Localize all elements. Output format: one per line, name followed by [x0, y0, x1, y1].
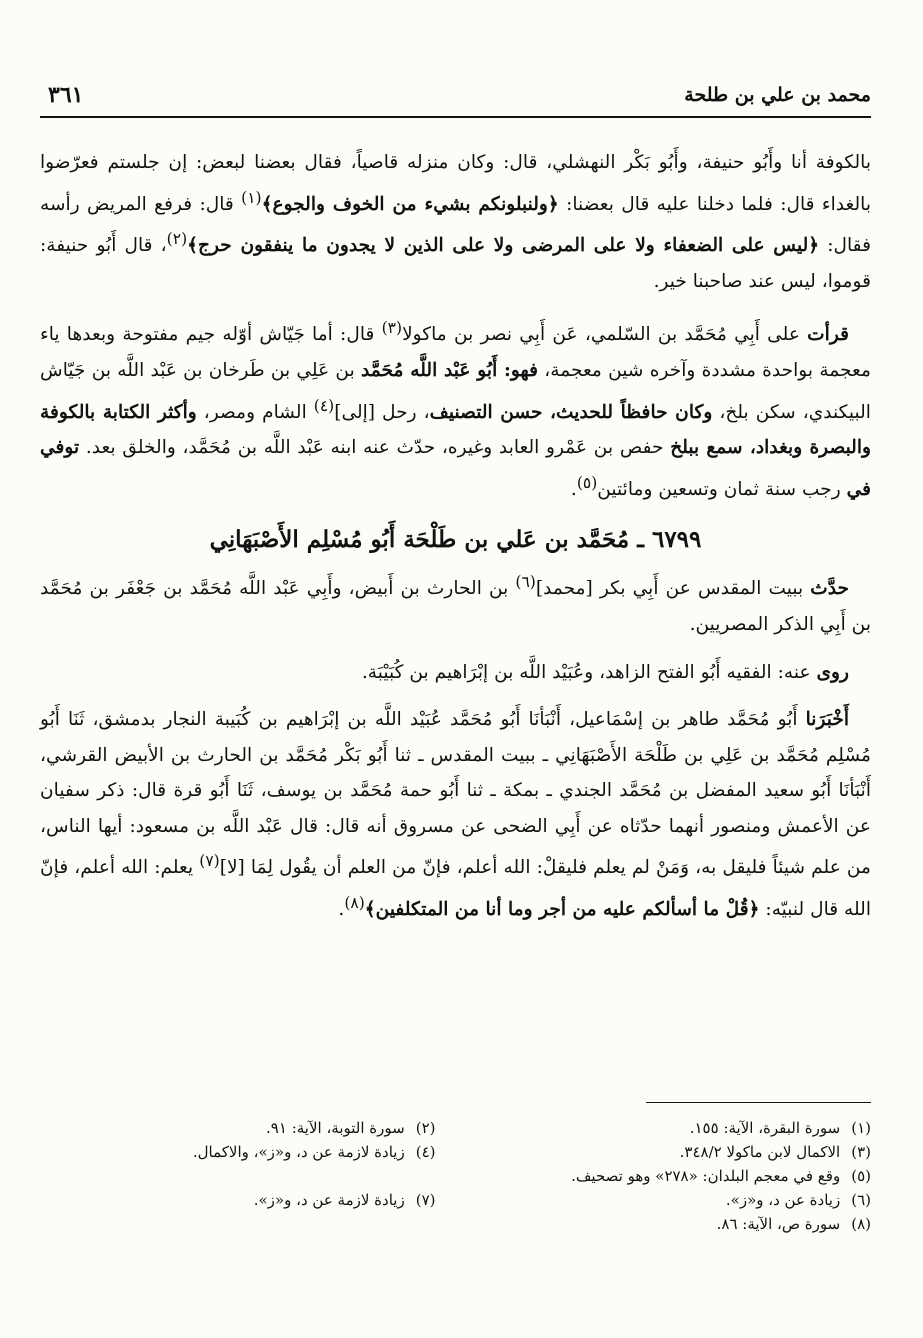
paragraph-story: [40, 145, 871, 299]
footnote-item: [476, 1191, 872, 1209]
quran-quote: ﴿ليس على الضعفاء ولا على المرضى ولا على الذين لا يجدون ما ينفقون حرج﴾: [187, 235, 820, 257]
footnote-item: [40, 1191, 436, 1209]
lead-word: قرأت: [807, 324, 849, 346]
text-run: ، رحل [إلى]: [334, 401, 430, 423]
paragraph-haddatha: [40, 565, 871, 642]
paragraph-isnad: [40, 702, 871, 927]
footnote-item: [40, 1167, 871, 1185]
footnote-number: (٨): [851, 1215, 871, 1233]
footnote-ref[interactable]: (٣): [381, 319, 403, 338]
footnote-number: (٢): [415, 1119, 436, 1137]
bold-run: وأكثر الكتابة بالكوفة والبصرة وبغداد، سمع ببلخ: [40, 401, 871, 459]
footnote-ref[interactable]: (١): [241, 188, 262, 207]
text-run: قال: فرفع المريض رأسه فقال:: [40, 193, 871, 257]
footnote-list: [40, 1119, 871, 1233]
footnote-text: سورة التوبة، الآية: ٩١.: [266, 1119, 405, 1137]
footnotes: [40, 1102, 871, 1233]
footnote-text: زيادة لازمة عن د، و«ز».: [253, 1191, 405, 1209]
footnote-ref[interactable]: (٤): [313, 396, 335, 415]
quran-quote: ﴿قُلْ ما أسألكم عليه من أجر وما أنا من المتكلفين﴾: [364, 899, 760, 920]
footnote-number: (٤): [415, 1143, 436, 1161]
text-run: .: [570, 478, 577, 500]
text-run: بن الحارث بن أَبيض، وأَبِي عَبْد اللَّه مُحَمَّد بن جَعْفَر بن مُحَمَّد بن أَبِي الذكر المصريين.: [40, 578, 871, 636]
footnote-number: (٥): [851, 1167, 871, 1185]
lead-word: حدَّث: [810, 578, 849, 600]
footnote-text: وقع في معجم البلدان: «٢٧٨» وهو تصحيف.: [571, 1167, 841, 1185]
text-run: بن عَلِي بن طَرخان بن عَبْد اللَّه بن جَيّاش البيكندي، سكن بلخ،: [40, 360, 871, 423]
bold-run: توفي في: [40, 437, 871, 500]
footnote-number: (٦): [851, 1191, 871, 1209]
text-run: أَبُو مُحَمَّد طاهر بن إسْمَاعيل، أَنْبَأنَا أَبُو مُحَمَّد عُبَيْد اللَّه بن إبْرَاهيم بن كُبَيبة النجار بدمشق، ثَنَا أَبُو مُسْلِم مُحَمَّد بن عَلِي بن طَلْحَة الأَصْبَهَانِي ـ ببيت المقدس ـ ثنا أَبُو بَكْر مُحَمَّد بن الحارث بن الأبيض القرشي، أَنْبَأنَا أَبُو سعيد المفضل بن مُحَمَّد الجندي ـ بمكة ـ ثنا أَبُو حمة مُحَمَّد بن يوسف، ثَنَا أَبُو قرة قال: ذكر سفيان عن الأعمش ومنصور أنهما حدّثاه عن أَبِي الضحى عن مسروق أنه قال: قال عَبْد اللَّه بن مسعود: أيها الناس، من علم شيئاً فليقل به، وَمَنْ لم يعلم فليقلْ: الله أعلم، فإنّ من العلم أن يقُول لِمَا [لا]: [40, 709, 871, 879]
footnote-text: زيادة لازمة عن د، و«ز»، والاكمال.: [192, 1143, 405, 1161]
text-run: على أَبِي مُحَمَّد بن السّلمي، عَن أَبِي نصر بن ماكولا: [402, 324, 808, 346]
footnote-item: [476, 1143, 872, 1161]
footnote-divider: [646, 1102, 871, 1103]
page-number: ٣٦١: [48, 82, 84, 108]
bold-run: فهو: أَبُو عَبْد اللَّه مُحَمَّد: [361, 360, 538, 382]
paragraph-ibn-makula: [40, 311, 871, 507]
text-run: رجب سنة ثمان وتسعين ومائتين: [597, 478, 847, 500]
footnote-text: سورة البقرة، الآية: ١٥٥.: [689, 1119, 841, 1137]
text-run: الشام ومصر،: [196, 401, 314, 423]
footnote-ref[interactable]: (٨): [344, 893, 365, 912]
footnote-number: (٧): [415, 1191, 436, 1209]
footnote-text: زيادة عن د، و«ز».: [725, 1191, 841, 1209]
footnote-number: (٣): [851, 1143, 871, 1161]
text-run: يعلم: الله أعلم، فإنّ الله قال لنبيّه:: [40, 857, 871, 920]
lead-word: أَخْبَرَنا: [805, 709, 849, 731]
footnote-item: [40, 1215, 871, 1233]
main-text: [40, 145, 871, 940]
footnote-ref[interactable]: (٧): [199, 852, 220, 871]
running-title: محمد بن علي بن طلحة: [684, 84, 871, 106]
text-run: عنه: الفقيه أَبُو الفتح الزاهد، وعُبَيْد اللَّه بن إبْرَاهيم بن كُبَيْبَة.: [361, 661, 817, 683]
lead-word: روى: [816, 661, 849, 683]
text-run: ، قال أَبُو حنيفة: قوموا، ليس عند صاحبنا خير.: [40, 235, 871, 292]
paragraph-rawa: [40, 655, 871, 691]
bold-run: وكان حافظاً للحديث، حسن التصنيف: [429, 401, 713, 423]
footnote-item: [476, 1119, 872, 1137]
footnote-number: (١): [851, 1119, 871, 1137]
footnote-text: الاكمال لابن ماكولا ٣٤٨/٢.: [679, 1143, 841, 1161]
entry-title: ٦٧٩٩ ـ مُحَمَّد بن عَلي بن طَلْحَة أَبُو مُسْلِم الأَصْبَهَانِي: [209, 526, 702, 554]
text-run: حفص بن عَمْرو العابد وغيره، حدّث عنه ابنه عَبْد اللَّه بن مُحَمَّد، والخلق بعد.: [79, 437, 671, 459]
text-run: بالكوفة أنا وأَبُو حنيفة، وأَبُو بَكْر النهشلي، قال: وكان منزله قاصياً، فقال بعضنا لبعض: إن جلستم فعرّضوا بالغداء قال: فلما دخلنا عليه قال بعضنا:: [40, 152, 872, 215]
quran-quote: ﴿ولنبلونكم بشيء من الخوف والجوع﴾: [261, 193, 559, 215]
footnote-ref[interactable]: (٦): [515, 573, 536, 592]
footnote-text: سورة ص، الآية: ٨٦.: [716, 1215, 841, 1233]
text-run: ببيت المقدس عن أَبِي بكر [محمد]: [535, 578, 811, 600]
footnote-item: [40, 1143, 436, 1161]
footnote-ref[interactable]: (٢): [166, 230, 188, 249]
page-header: [40, 78, 871, 118]
footnote-ref[interactable]: (٥): [576, 473, 598, 492]
text-run: قال: أما جَيّاش أوّله جيم مفتوحة وبعدها ياء معجمة بواحدة مشددة وآخره شين معجمة،: [40, 324, 871, 382]
footnote-item: [40, 1119, 436, 1137]
text-run: .: [338, 899, 345, 920]
